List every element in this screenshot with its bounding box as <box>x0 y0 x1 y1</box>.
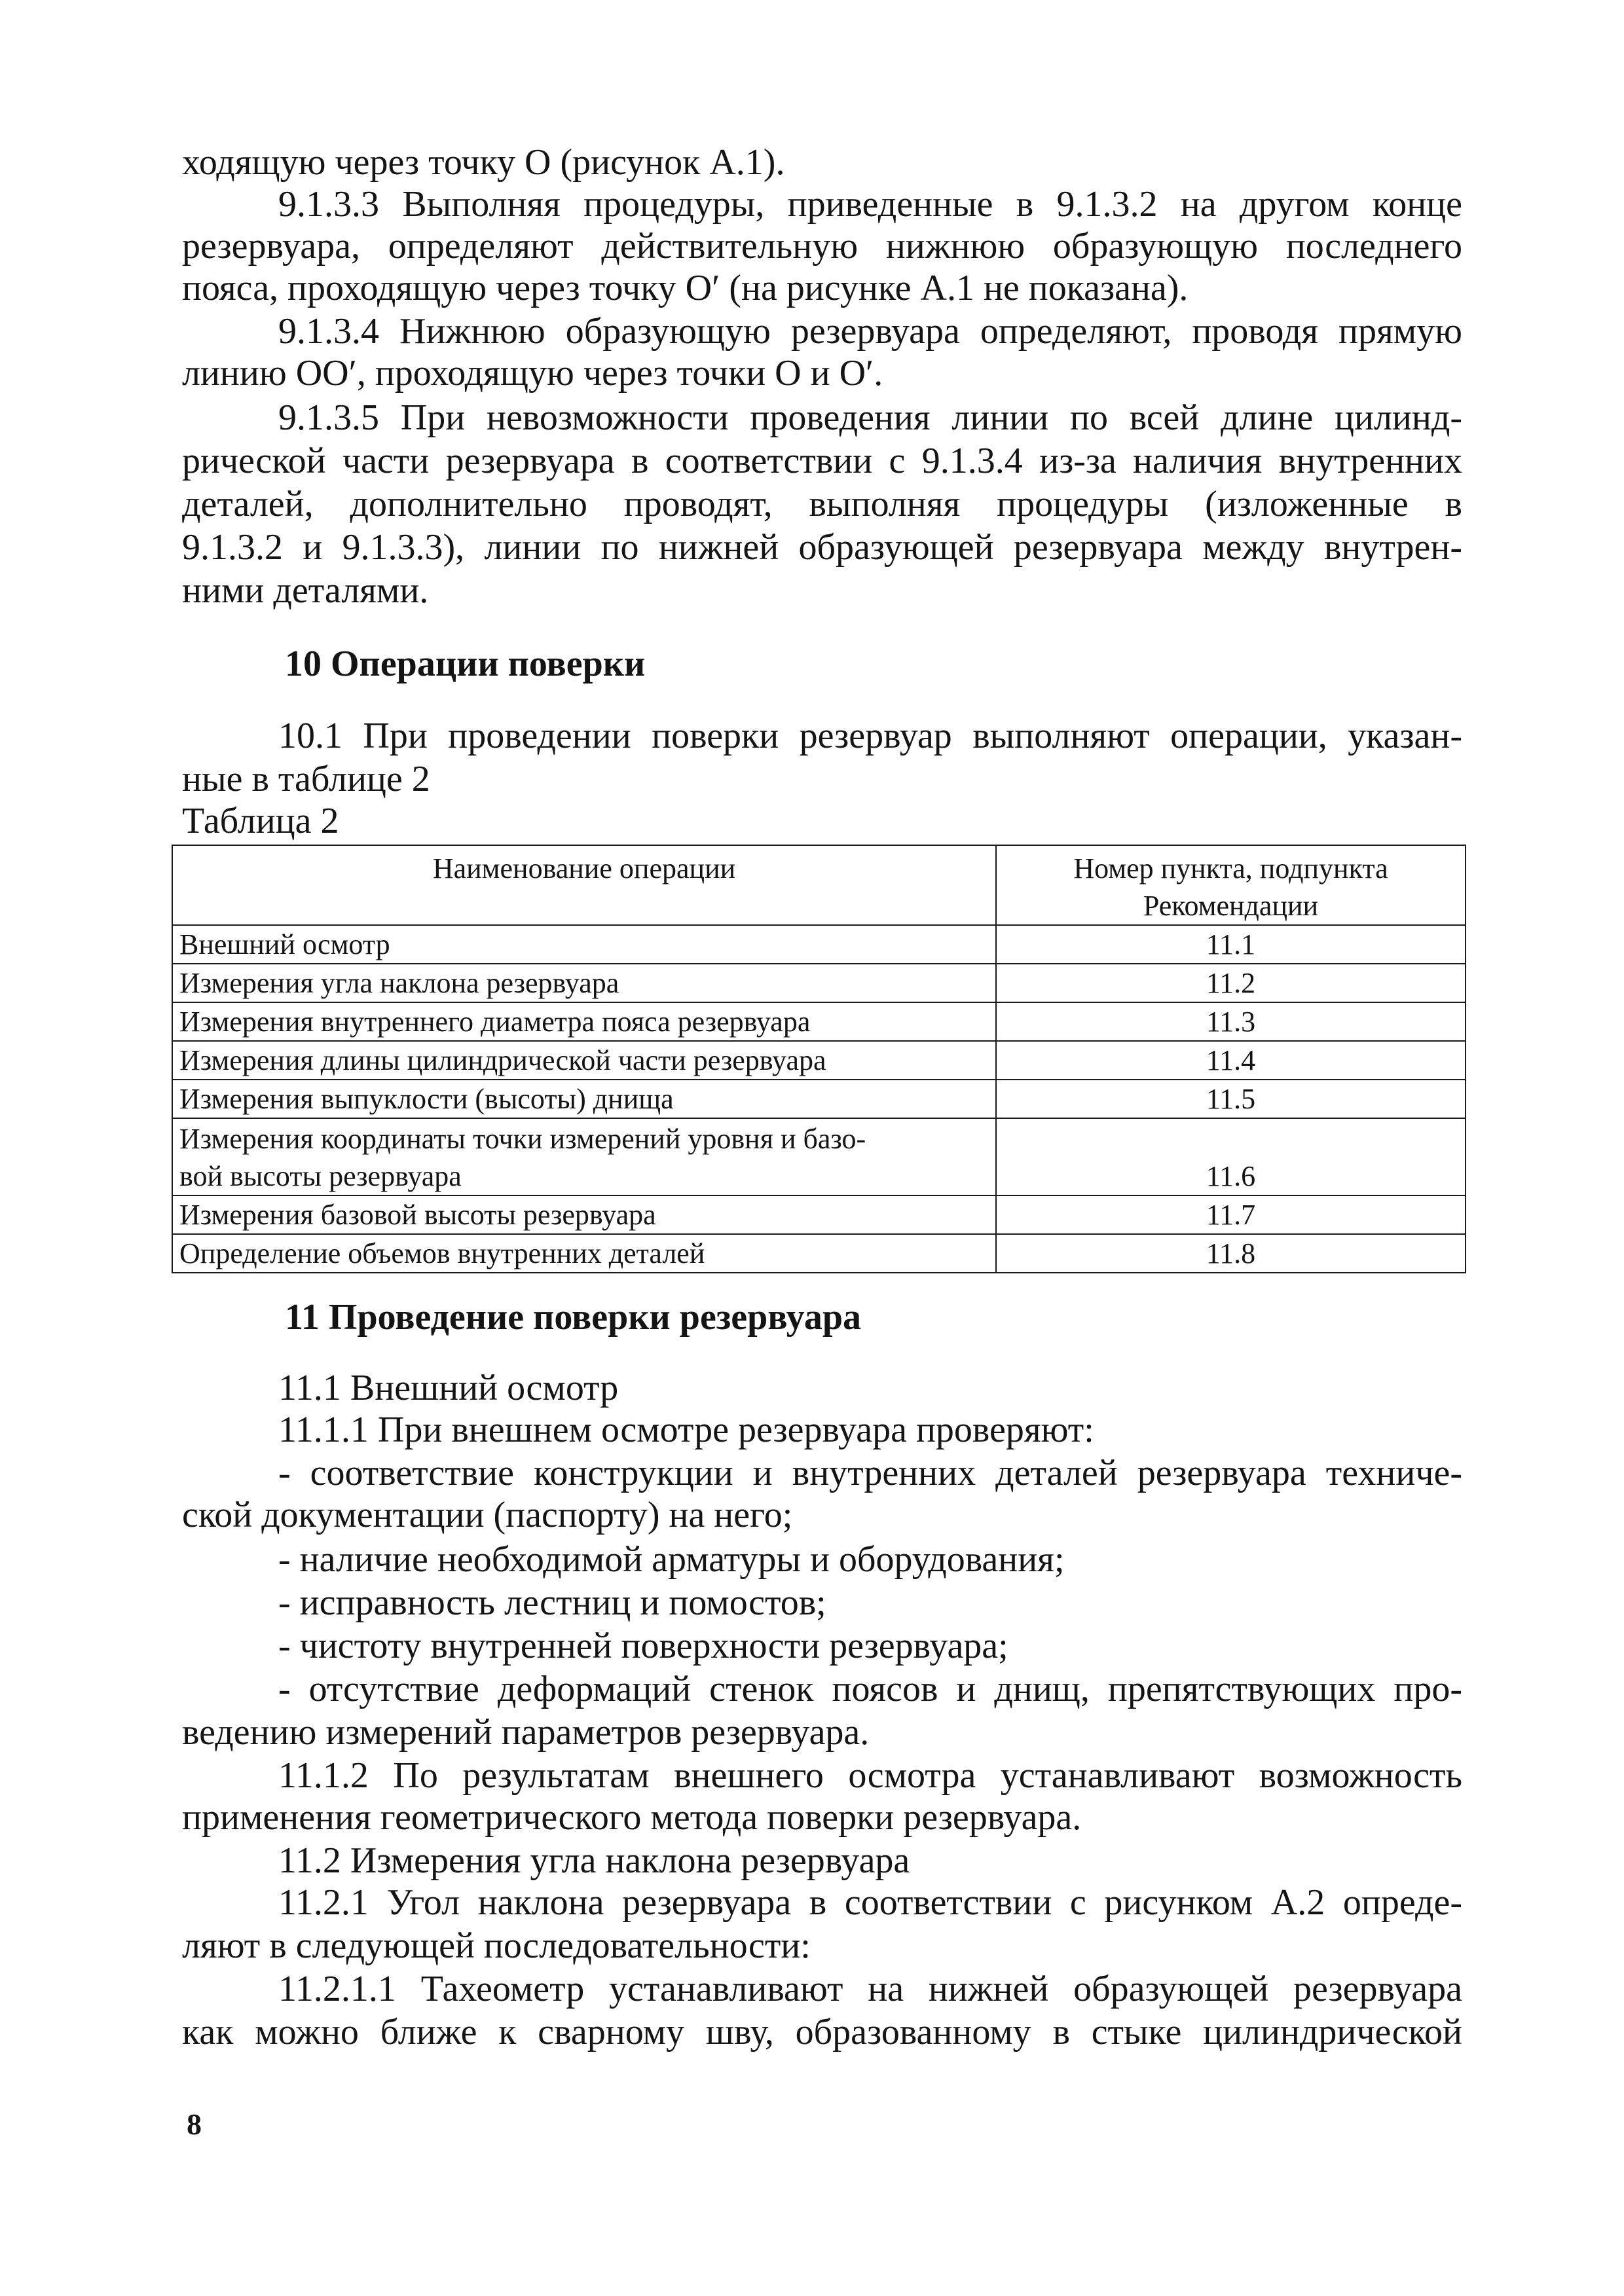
operation-name-line1: Измерения координаты точки измерений уровня и базо- <box>179 1123 866 1155</box>
operations-table <box>172 845 1466 1273</box>
paragraph-line: пояса, проходящую через точку О′ (на рисунке А.1 не показана). <box>182 268 1189 308</box>
operation-name: Измерения выпуклости (высоты) днища <box>172 1080 996 1118</box>
section-heading: 11 Проведение поверки резервуара <box>285 1297 862 1338</box>
clause-number: 11.3 <box>996 1002 1466 1041</box>
paragraph-line: применения геометрического метода поверки резервуара. <box>182 1797 1082 1838</box>
table-caption: Таблица 2 <box>182 801 339 841</box>
table-row <box>172 1002 1466 1041</box>
paragraph-line: - исправность лестниц и помостов; <box>278 1582 826 1623</box>
table-header-row <box>172 845 1466 925</box>
paragraph-line: линию ОО′, проходящую через точки О и О′. <box>182 353 883 393</box>
operation-name <box>172 1118 996 1195</box>
paragraph-line: 11.2 Измерения угла наклона резервуара <box>278 1840 910 1881</box>
column-header-clause <box>996 845 1466 925</box>
paragraph-line: рической части резервуара в соответствии с 9.1.3.4 из-за наличия внутренних <box>182 441 1462 481</box>
clause-number: 11.7 <box>996 1195 1466 1234</box>
paragraph-line: как можно ближе к сварному шву, образованному в стыке цилиндрической <box>182 2012 1462 2052</box>
paragraph-line: 11.1 Внешний осмотр <box>278 1368 619 1408</box>
clause-number: 11.8 <box>996 1234 1466 1273</box>
table-row <box>172 1234 1466 1273</box>
paragraph-line: 9.1.3.5 При невозможности проведения линии по всей длине цилинд- <box>278 397 1462 438</box>
operation-name: Внешний осмотр <box>172 925 996 964</box>
operation-name: Измерения длины цилиндрической части резервуара <box>172 1041 996 1080</box>
clause-number: 11.6 <box>996 1118 1466 1195</box>
paragraph-line: 9.1.3.3 Выполняя процедуры, приведенные в 9.1.3.2 на другом конце <box>278 184 1462 225</box>
operation-name: Измерения базовой высоты резервуара <box>172 1195 996 1234</box>
paragraph-line: ними деталями. <box>182 570 429 611</box>
paragraph-line: 11.1.1 При внешнем осмотре резервуара проверяют: <box>278 1410 1094 1450</box>
table-row <box>172 1195 1466 1234</box>
table-row <box>172 1118 1466 1195</box>
column-header-clause-line1: Номер пункта, подпункта <box>1073 852 1388 884</box>
operation-name: Измерения внутреннего диаметра пояса резервуара <box>172 1002 996 1041</box>
page-number: 8 <box>187 2107 202 2141</box>
paragraph-line: ведению измерений параметров резервуара. <box>182 1712 870 1753</box>
paragraph-line: - чистоту внутренней поверхности резервуара; <box>278 1626 1008 1666</box>
operation-name: Измерения угла наклона резервуара <box>172 964 996 1002</box>
paragraph-line: резервуара, определяют действительную нижнюю образующую последнего <box>182 226 1462 266</box>
operation-name-line2: вой высоты резервуара <box>179 1160 462 1192</box>
column-header-operation: Наименование операции <box>172 845 996 925</box>
table-row <box>172 964 1466 1002</box>
paragraph-line: ные в таблице 2 <box>182 759 430 799</box>
operation-name: Определение объемов внутренних деталей <box>172 1234 996 1273</box>
section-heading: 10 Операции поверки <box>285 644 646 684</box>
clause-number: 11.5 <box>996 1080 1466 1118</box>
paragraph-line: - отсутствие деформаций стенок поясов и днищ, препятствующих про- <box>278 1669 1462 1709</box>
paragraph-line: 11.2.1.1 Тахеометр устанавливают на нижней образующей резервуара <box>278 1969 1462 2009</box>
paragraph-line: деталей, дополнительно проводят, выполняя процедуры (изложенные в <box>182 484 1462 524</box>
table-row <box>172 1041 1466 1080</box>
paragraph-line: - соответствие конструкции и внутренних деталей резервуара техниче- <box>278 1453 1462 1493</box>
clause-number: 11.1 <box>996 925 1466 964</box>
column-header-clause-line2: Рекомендации <box>1143 890 1319 922</box>
table-row <box>172 925 1466 964</box>
clause-number: 11.2 <box>996 964 1466 1002</box>
table-row <box>172 1080 1466 1118</box>
paragraph-line: ской документации (паспорту) на него; <box>182 1495 793 1535</box>
paragraph-line: ляют в следующей последовательности: <box>182 1925 811 1966</box>
paragraph-line: 9.1.3.4 Нижнюю образующую резервуара определяют, проводя прямую <box>278 311 1462 352</box>
paragraph-line: - наличие необходимой арматуры и оборудования; <box>278 1539 1065 1580</box>
paragraph-line: 10.1 При проведении поверки резервуар выполняют операции, указан- <box>278 716 1462 756</box>
clause-number: 11.4 <box>996 1041 1466 1080</box>
paragraph-line: 11.2.1 Угол наклона резервуара в соответствии с рисунком А.2 опреде- <box>278 1882 1462 1923</box>
paragraph-line: 11.1.2 По результатам внешнего осмотра устанавливают возможность <box>278 1755 1462 1796</box>
paragraph-line: 9.1.3.2 и 9.1.3.3), линии по нижней образующей резервуара между внутрен- <box>182 527 1462 568</box>
paragraph-line: ходящую через точку О (рисунок А.1). <box>182 142 785 183</box>
